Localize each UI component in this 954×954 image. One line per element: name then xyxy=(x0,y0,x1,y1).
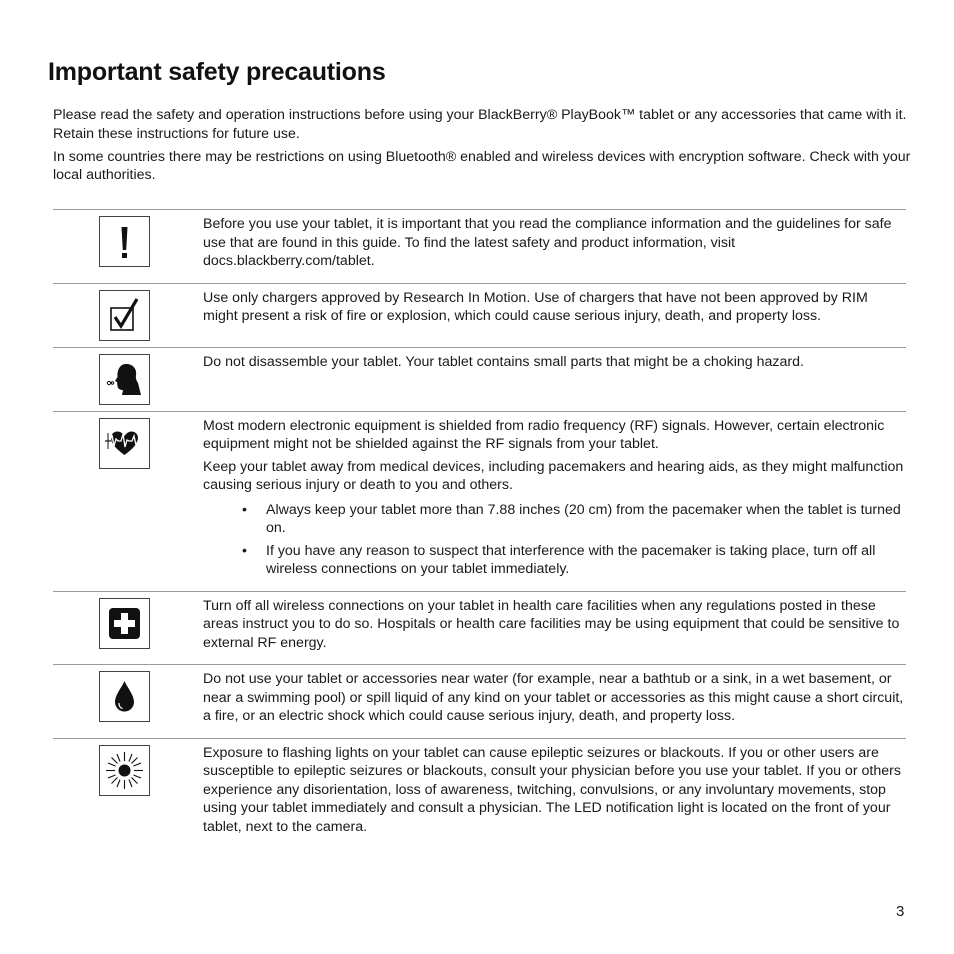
safety-row-medical-devices xyxy=(53,412,906,592)
checkmark-icon xyxy=(99,290,150,341)
choking-hazard-icon xyxy=(99,354,150,405)
row-text: Keep your tablet away from medical devices, including pacemakers and hearing aids, as they might malfunction causing serious injury or death to you and others. xyxy=(203,458,904,493)
row-text: Before you use your tablet, it is important that you read the compliance information and the guidelines for safe use that are found in this guide. To find the latest safety and product information, visit docs.blackberry.com/tablet. xyxy=(203,216,892,269)
row-text: Most modern electronic equipment is shielded from radio frequency (RF) signals. However, certain electronic equipment might not be shielded against the RF signals from your tablet. xyxy=(203,417,885,452)
list-item: • Always keep your tablet more than 7.88 inches (20 cm) from the pacemaker when the tablet is turned on. xyxy=(266,501,906,538)
page-title: Important safety precautions xyxy=(48,58,386,86)
row-text: Use only chargers approved by Research In Motion. Use of chargers that have not been approved by RIM might present a risk of fire or explosion, which could cause serious injury, death, and property loss. xyxy=(203,289,868,324)
exclamation-icon xyxy=(99,216,150,267)
heart-pulse-icon xyxy=(99,418,150,469)
flashing-light-icon xyxy=(99,745,150,796)
safety-row-general xyxy=(53,210,906,284)
safety-table xyxy=(53,209,906,848)
safety-row-disassemble xyxy=(53,348,906,412)
row-text: Exposure to flashing lights on your tablet can cause epileptic seizures or blackouts. If you or other users are susceptible to epileptic seizures or blackouts, consult your physician before you use your tablet. If you or others experience any disorientation, loss of awareness, twitching, convulsions, or any involuntary movements, stop using your tablet immediately and consult a physician. The LED notification light is located on the front of your tablet, next to the camera. xyxy=(203,744,901,835)
intro-section xyxy=(53,106,913,189)
safety-row-health-care xyxy=(53,592,906,666)
row-text: Do not use your tablet or accessories near water (for example, near a bathtub or a sink, in a wet basement, or near a swimming pool) or spill liquid of any kind on your tablet or accessories as this might cause a short circuit, a fire, or an electric shock which could cause serious injury, death, and property loss. xyxy=(203,671,904,724)
intro-paragraph: In some countries there may be restrictions on using Bluetooth® enabled and wireless devices with encryption software. Check with your local authorities. xyxy=(53,148,911,183)
list-item: • If you have any reason to suspect that interference with the pacemaker is taking place, turn off all wireless connections on your tablet immediately. xyxy=(266,542,906,579)
page-number: 3 xyxy=(896,903,905,920)
safety-row-chargers xyxy=(53,284,906,348)
bullet-list xyxy=(203,501,906,579)
row-text: Do not disassemble your tablet. Your tablet contains small parts that might be a choking hazard. xyxy=(203,353,804,370)
intro-paragraph: Please read the safety and operation instructions before using your BlackBerry® PlayBook™ tablet or any accessories that came with it. Retain these instructions for future use. xyxy=(53,107,907,142)
medical-cross-icon xyxy=(99,598,150,649)
safety-row-water xyxy=(53,665,906,739)
water-drop-icon xyxy=(99,671,150,722)
row-text: Turn off all wireless connections on your tablet in health care facilities when any regulations posted in these areas instruct you to do so. Hospitals or health care facilities may be using equipment that could be sensitive to external RF energy. xyxy=(203,597,900,651)
safety-row-flashing-lights xyxy=(53,739,906,849)
